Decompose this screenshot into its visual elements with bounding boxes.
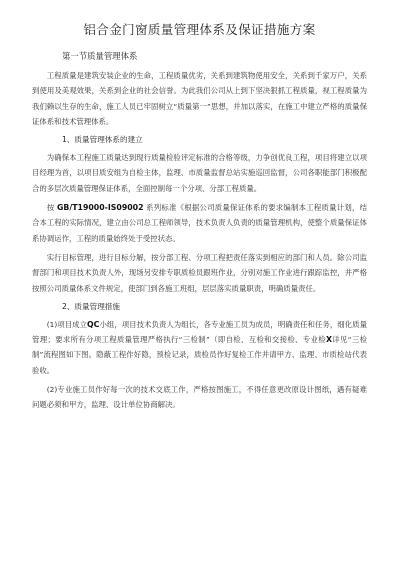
paragraph-target-management: 实行目标管理，进行目标分解，按分部工程、分项工程把责任落实到相应的部门和人员。除公司监督部门和项目技术负责人外，现场另安排专职质检员跟班作业，分别对施工作业进行跟踪监控，并严格按照公司质量体系文件规定，使部门到各施工班组，层层落实质量职责，明确质量责任。 [32,252,367,293]
standard-code: GB/T19000-IS09002 [57,203,144,213]
standard-text: 系列标准《根据公司质量保证体系的要求编制本工程质量计划，结合本工程的实际情况，建立由公司总工程师领导，技术负责人负责的质量管理机构，使整个质量保证体系协调运作，工程的质量始终处于受控状态。 [32,203,367,243]
subsection-title-1: 1、质量管理体系的建立 [62,135,143,145]
measure-1-rest: 详见“三检制”流程图如下图。隐蔽工程作好隐，预检记录，质检员作好复检工作并请甲方、监理、市质检站代表验收。 [32,335,367,375]
section-title: 第一节质量管理体系 [62,51,138,61]
measure-1-prefix: (1)项目成立 [46,319,88,329]
paragraph-standard [32,200,367,246]
measure-1 [32,317,367,378]
document-title: 铝合金门窗质量管理体系及保证措施方案 [83,22,316,37]
standard-prefix: 按 [46,203,55,213]
subsection-title-2: 2、质量管理措施 [62,301,120,311]
intro-paragraph: 工程质量是建筑安装企业的生命，工程质量优劣，关系到建筑物使用安全，关系到千家万户，关系到使用及美观效果，关系到企业的社会信誉。为此我们公司从上到下坚决狠抓工程质量，视工程质量为我们赖以生存的生命，施工人员已牢固树立“质量第一”思想，并加以落实，在施工中建立严格的质量保证体系和技术管理体系。 [32,71,367,126]
measure-1-text: 小组，项目技术负责人为组长，各专业施工员为成员，明确责任和任务，细化质量管理；要求所有分项工程质量管理严格执行“三检制”（即自检、互检和交接检、专业检 [32,319,367,345]
qc-code: QC [87,319,100,329]
x-code: X [325,335,332,345]
measure-2: (2)专业施工员作好每一次的技术交底工作，严格按图施工，不得任意更改原设计图纸，遇有疑难问题必须和甲方，监理、设计单位协商解决。 [32,385,367,410]
paragraph-system-setup: 为确保本工程施工质量达到现行质量检验评定标准的合格等级，力争创优良工程，项目将建立以项目经理为首，以项目质安组为自检主体，监理、市质量监督总站实施巡回监督，公司各职能部门积极配合的多层次质量管理保证体系，全面控制每一个分项、分部工程质量。 [32,153,367,193]
